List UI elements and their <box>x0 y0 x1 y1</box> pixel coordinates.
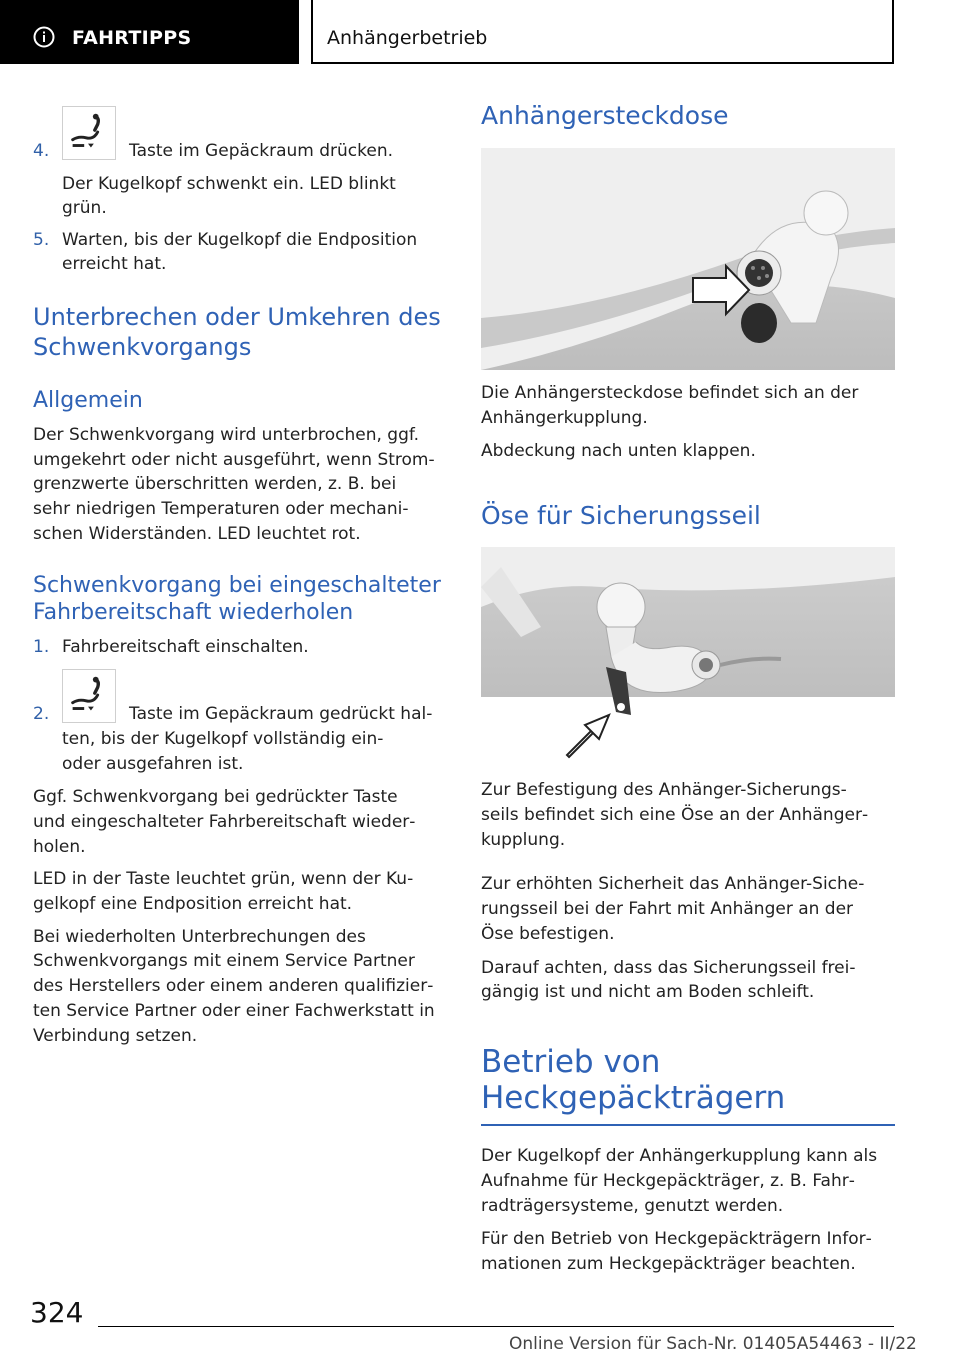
chapter-title: Anhängerbetrieb <box>327 27 488 49</box>
para-1-line-2: und eingeschalteter Fahrbereitschaft wieder‐ <box>33 812 416 832</box>
para-3-line-4: ten Service Partner oder einer Fachwerkstatt in <box>33 1001 435 1021</box>
para-3-line-5: Verbindung setzen. <box>33 1026 198 1046</box>
step-4-number: 4. <box>33 141 50 161</box>
section-label: FAHRTIPPS <box>72 27 192 49</box>
safety-cable-eye-photo <box>481 547 895 763</box>
eye2-line-1: Zur erhöhten Sicherheit das Anhänger-Siche‐ <box>481 874 865 894</box>
step-5-line-1: Warten, bis der Kugelkopf die Endposition <box>62 230 418 250</box>
rack-line-1: Der Kugelkopf der Anhängerkupplung kann als <box>481 1146 878 1166</box>
info-icon <box>33 26 55 48</box>
heading-interrupt-line-2: Schwenkvorgangs <box>33 333 252 361</box>
general-line-5: schen Widerständen. LED leuchtet rot. <box>33 524 361 544</box>
general-line-2: umgekehrt oder nicht ausgeführt, wenn Strom‐ <box>33 450 435 470</box>
footer-rule <box>98 1326 894 1327</box>
eye2-line-3: Öse befestigen. <box>481 924 615 944</box>
para-3-line-3: des Herstellers oder einem anderen qualifizier‐ <box>33 976 434 996</box>
heading-general: Allgemein <box>33 388 143 413</box>
para-2-line-1: LED in der Taste leuchtet grün, wenn der Ku‐ <box>33 869 414 889</box>
heading-repeat-line-1: Schwenkvorgang bei eingeschalteter <box>33 573 441 598</box>
rack2-line-1: Für den Betrieb von Heckgepäckträgern Infor‐ <box>481 1229 872 1249</box>
step-1-text: Fahrbereitschaft einschalten. <box>62 637 309 657</box>
tow-hitch-button-icon <box>62 106 116 160</box>
trailer-socket-photo <box>481 148 895 370</box>
step-4-text: Taste im Gepäckraum drücken. <box>129 141 394 161</box>
heading-rack-underline <box>481 1124 895 1126</box>
para-1-line-1: Ggf. Schwenkvorgang bei gedrückter Taste <box>33 787 398 807</box>
heading-eye: Öse für Sicherungsseil <box>481 501 761 530</box>
para-2-line-2: gelkopf eine Endposition erreicht hat. <box>33 894 353 914</box>
para-3-line-1: Bei wiederholten Unterbrechungen des <box>33 927 366 947</box>
header-chapter-box <box>311 0 894 64</box>
general-line-4: sehr niedrigen Temperaturen oder mechani‐ <box>33 499 409 519</box>
tow-hitch-button-icon-2 <box>62 669 116 723</box>
step-2-number: 2. <box>33 704 50 724</box>
heading-rack-line-2: Heckgepäckträgern <box>481 1080 786 1116</box>
heading-interrupt-line-1: Unterbrechen oder Umkehren des <box>33 303 441 331</box>
rack-line-2: Aufnahme für Heckgepäckträger, z. B. Fahr‐ <box>481 1171 855 1191</box>
step-4-line-2: Der Kugelkopf schwenkt ein. LED blinkt <box>62 174 396 194</box>
rack-line-3: radträgersysteme, genutzt werden. <box>481 1196 784 1216</box>
para-1-line-3: holen. <box>33 837 86 857</box>
eye2-line-2: rungsseil bei der Fahrt mit Anhänger an der <box>481 899 854 919</box>
eye-line-3: kupplung. <box>481 830 566 850</box>
socket-para-2: Abdeckung nach unten klappen. <box>481 441 756 461</box>
step-5-line-2: erreicht hat. <box>62 254 167 274</box>
header-section-tab <box>0 0 299 64</box>
step-4-line-3: grün. <box>62 198 107 218</box>
step-2-line-3: oder ausgefahren ist. <box>62 754 244 774</box>
page-number: 324 <box>30 1296 84 1329</box>
eye3-line-1: Darauf achten, dass das Sicherungsseil frei‐ <box>481 958 856 978</box>
socket-line-1: Die Anhängersteckdose befindet sich an der <box>481 383 859 403</box>
socket-line-2: Anhängerkupplung. <box>481 408 648 428</box>
general-line-1: Der Schwenkvorgang wird unterbrochen, ggf. <box>33 425 420 445</box>
step-2-line-1: Taste im Gepäckraum gedrückt hal‐ <box>129 704 433 724</box>
heading-socket: Anhängersteckdose <box>481 101 729 130</box>
online-version-note: Online Version für Sach-Nr. 01405A54463 - II/22 <box>509 1334 917 1354</box>
heading-repeat-line-2: Fahrbereitschaft wiederholen <box>33 600 354 625</box>
step-1-number: 1. <box>33 637 50 657</box>
eye-line-2: seils befindet sich eine Öse an der Anhänger‐ <box>481 805 869 825</box>
eye3-line-2: gängig ist und nicht am Boden schleift. <box>481 982 815 1002</box>
heading-rack-line-1: Betrieb von <box>481 1044 661 1080</box>
eye-line-1: Zur Befestigung des Anhänger-Sicherungs‐ <box>481 780 847 800</box>
step-2-line-2: ten, bis der Kugelkopf vollständig ein- <box>62 729 384 749</box>
para-3-line-2: Schwenkvorgangs mit einem Service Partner <box>33 951 415 971</box>
step-5-number: 5. <box>33 230 50 250</box>
rack2-line-2: mationen zum Heckgepäckträger beachten. <box>481 1254 856 1274</box>
general-line-3: grenzwerte überschritten werden, z. B. bei <box>33 474 397 494</box>
